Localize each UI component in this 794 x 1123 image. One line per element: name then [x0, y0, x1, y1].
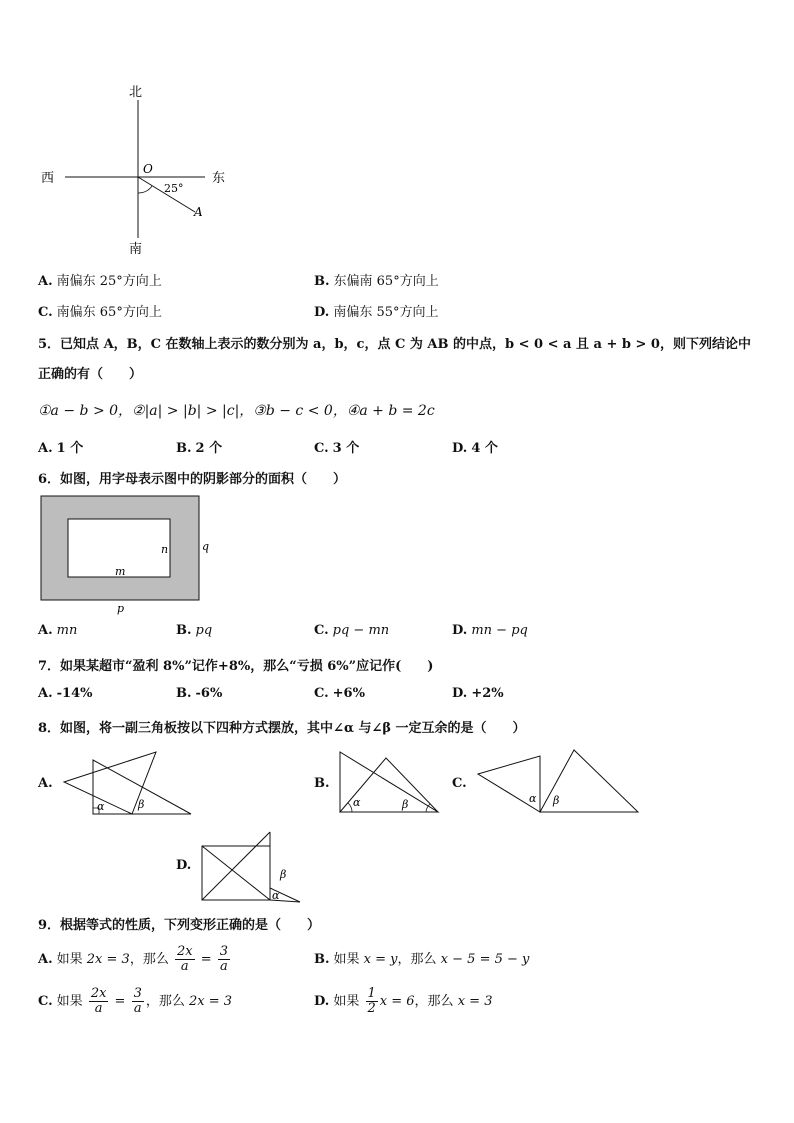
angle-label: 25°: [164, 182, 184, 195]
option-key: B.: [176, 623, 192, 638]
denominator: a: [220, 959, 228, 974]
q5-stem-line1: 5．已知点 A，B，C 在数轴上表示的数分别为 a，b，c，点 C 为 AB 的中点，b < 0 < a 且 a + b > 0，则下列结论中: [38, 337, 751, 352]
option-key: B.: [314, 952, 330, 967]
point-a-label: A: [194, 205, 203, 219]
east-label: 东: [212, 171, 226, 186]
q6-rectangle-diagram: [36, 492, 226, 622]
q5-statements: ①a − b > 0，②|a| > |b| > |c|，③b − c < 0，④a + b = 2c: [38, 403, 435, 419]
q4-option-a[interactable]: [38, 270, 162, 289]
beta-label: β: [553, 794, 560, 807]
option-key: D.: [176, 858, 192, 873]
option-key: B.: [176, 686, 192, 701]
q8-option-a-key[interactable]: [38, 776, 57, 791]
option-key: A.: [38, 776, 53, 791]
option-key: A.: [38, 623, 53, 638]
option-text: 1 个: [56, 441, 84, 456]
denominator: 2: [367, 1001, 376, 1016]
angle-arc: [138, 186, 152, 193]
label-q: q: [202, 540, 210, 553]
numerator: 2x: [176, 944, 193, 960]
option-text: pq: [195, 623, 213, 638]
beta-label: β: [280, 868, 287, 881]
label-p: p: [117, 602, 125, 615]
beta-label: β: [402, 798, 409, 811]
q5-option-b[interactable]: [176, 437, 226, 456]
q7-option-a[interactable]: [38, 686, 96, 701]
q8-option-c-key[interactable]: [452, 776, 471, 791]
option-key: C.: [314, 686, 329, 701]
option-key: C.: [452, 776, 467, 791]
numerator: 3: [133, 986, 142, 1002]
q7-option-d[interactable]: [452, 686, 508, 701]
option-text: mn: [56, 623, 78, 638]
numerator: 3: [219, 944, 229, 960]
option-text: 如果: [56, 994, 83, 1009]
numerator: 2x: [90, 986, 107, 1002]
q8-figure-d: [196, 828, 308, 906]
q6-option-b[interactable]: [176, 623, 212, 638]
option-text: 如果: [333, 952, 360, 967]
q9-option-a[interactable]: A. 如果 2x = 3，那么 $\frac{2x}{a}$ = $\frac{3}{a}$: [38, 944, 229, 974]
q7-option-c[interactable]: [314, 686, 369, 701]
option-key: C.: [38, 305, 53, 320]
q5-option-a[interactable]: [38, 437, 87, 456]
label-n: n: [161, 543, 169, 556]
fraction: [218, 945, 230, 973]
south-label: 南: [129, 242, 143, 257]
option-key: C.: [38, 994, 53, 1009]
option-text: +2%: [471, 686, 504, 701]
option-result: x − 5 = 5 − y: [440, 952, 530, 967]
option-key: B.: [176, 441, 192, 456]
option-text: -14%: [56, 686, 93, 701]
option-text: mn − pq: [471, 623, 528, 638]
q6-option-d[interactable]: [452, 623, 528, 638]
q7-stem: 7．如果某超市“盈利 8%”记作+8%，那么“亏损 6%”应记作( ): [38, 659, 434, 674]
q8-figure-b: [334, 748, 446, 818]
q6-option-c[interactable]: [314, 623, 389, 638]
q9-option-c[interactable]: C. 如果 $\frac{2x}{a}$ = $\frac{3}{a}$ ，那么 2x = 3: [38, 986, 233, 1016]
option-key: C.: [314, 441, 329, 456]
fraction: [89, 987, 109, 1015]
numerator: 1: [367, 986, 376, 1002]
option-text: ，那么: [129, 952, 169, 967]
q5-option-c[interactable]: [314, 437, 363, 456]
q5-stem-line2: 正确的有（ ）: [38, 367, 143, 382]
option-text: 4 个: [471, 441, 498, 456]
option-text: pq − mn: [332, 623, 390, 638]
q4-option-d[interactable]: [314, 301, 439, 320]
q8-stem: 8．如图，将一副三角板按以下四种方式摆放，其中∠α 与∠β 一定互余的是（ ）: [38, 721, 526, 736]
label-m: m: [115, 565, 126, 578]
option-key: A.: [38, 952, 53, 967]
q6-stem: 6．如图，用字母表示图中的阴影部分的面积（ ）: [38, 472, 347, 487]
q9-option-d[interactable]: [314, 982, 492, 1022]
q4-option-c[interactable]: [38, 301, 162, 320]
q8-option-d-key[interactable]: [176, 858, 195, 873]
option-text: -6%: [195, 686, 223, 701]
option-key: D.: [314, 994, 330, 1009]
option-text: 如果: [56, 952, 83, 967]
option-result: x = 3: [457, 994, 493, 1009]
option-key: A.: [38, 686, 53, 701]
option-text: ，那么: [145, 994, 185, 1009]
option-result: 2x = 3: [189, 994, 233, 1009]
option-equation: x = 6: [379, 994, 415, 1009]
option-key: B.: [314, 776, 330, 791]
option-text: ，那么: [397, 952, 437, 967]
q8-figure-a: [60, 750, 200, 820]
alpha-label: α: [97, 800, 105, 813]
beta-label: β: [138, 798, 145, 811]
option-text: 如果: [333, 994, 360, 1009]
alpha-label: α: [272, 889, 280, 902]
denominator: a: [133, 1001, 142, 1016]
denominator: a: [180, 959, 189, 974]
diagonal-2: [202, 832, 270, 900]
q9-stem: 9．根据等式的性质，下列变形正确的是（ ）: [38, 918, 321, 933]
q8-figure-c: [474, 746, 644, 818]
q7-option-b[interactable]: [176, 686, 226, 701]
option-text: 南偏东 55°方向上: [333, 305, 439, 320]
origin-label: O: [143, 162, 153, 176]
west-label: 西: [41, 171, 55, 186]
option-key: A.: [38, 274, 53, 289]
option-equation: x = y: [363, 952, 398, 967]
option-equation: 2x = 3: [86, 952, 130, 967]
option-key: B.: [314, 274, 330, 289]
q9-option-b[interactable]: [314, 940, 529, 980]
option-key: D.: [452, 441, 468, 456]
q8-option-b-key[interactable]: [314, 776, 334, 791]
option-key: D.: [452, 686, 468, 701]
option-text: +6%: [332, 686, 365, 701]
option-key: C.: [314, 623, 329, 638]
q6-option-a[interactable]: [38, 623, 77, 638]
option-text: 南偏东 65°方向上: [56, 305, 162, 320]
option-key: D.: [452, 623, 468, 638]
north-label: 北: [129, 85, 143, 100]
denominator: a: [94, 1001, 103, 1016]
option-key: D.: [314, 305, 330, 320]
fraction: [366, 987, 378, 1015]
diagonal-1: [202, 846, 270, 900]
option-text: 南偏东 25°方向上: [56, 274, 162, 289]
option-text: 3 个: [332, 441, 360, 456]
alpha-label: α: [353, 796, 361, 809]
fraction: [132, 987, 144, 1015]
q5-option-d[interactable]: [452, 437, 502, 456]
option-key: A.: [38, 441, 53, 456]
option-text: 东偏南 65°方向上: [333, 274, 439, 289]
fraction: [175, 945, 195, 973]
alpha-label: α: [529, 792, 537, 805]
compass-diagram: [30, 80, 250, 260]
alpha-arc: [348, 803, 352, 812]
option-text: 2 个: [195, 441, 223, 456]
q4-option-b[interactable]: [314, 270, 439, 289]
option-text: ，那么: [414, 994, 454, 1009]
